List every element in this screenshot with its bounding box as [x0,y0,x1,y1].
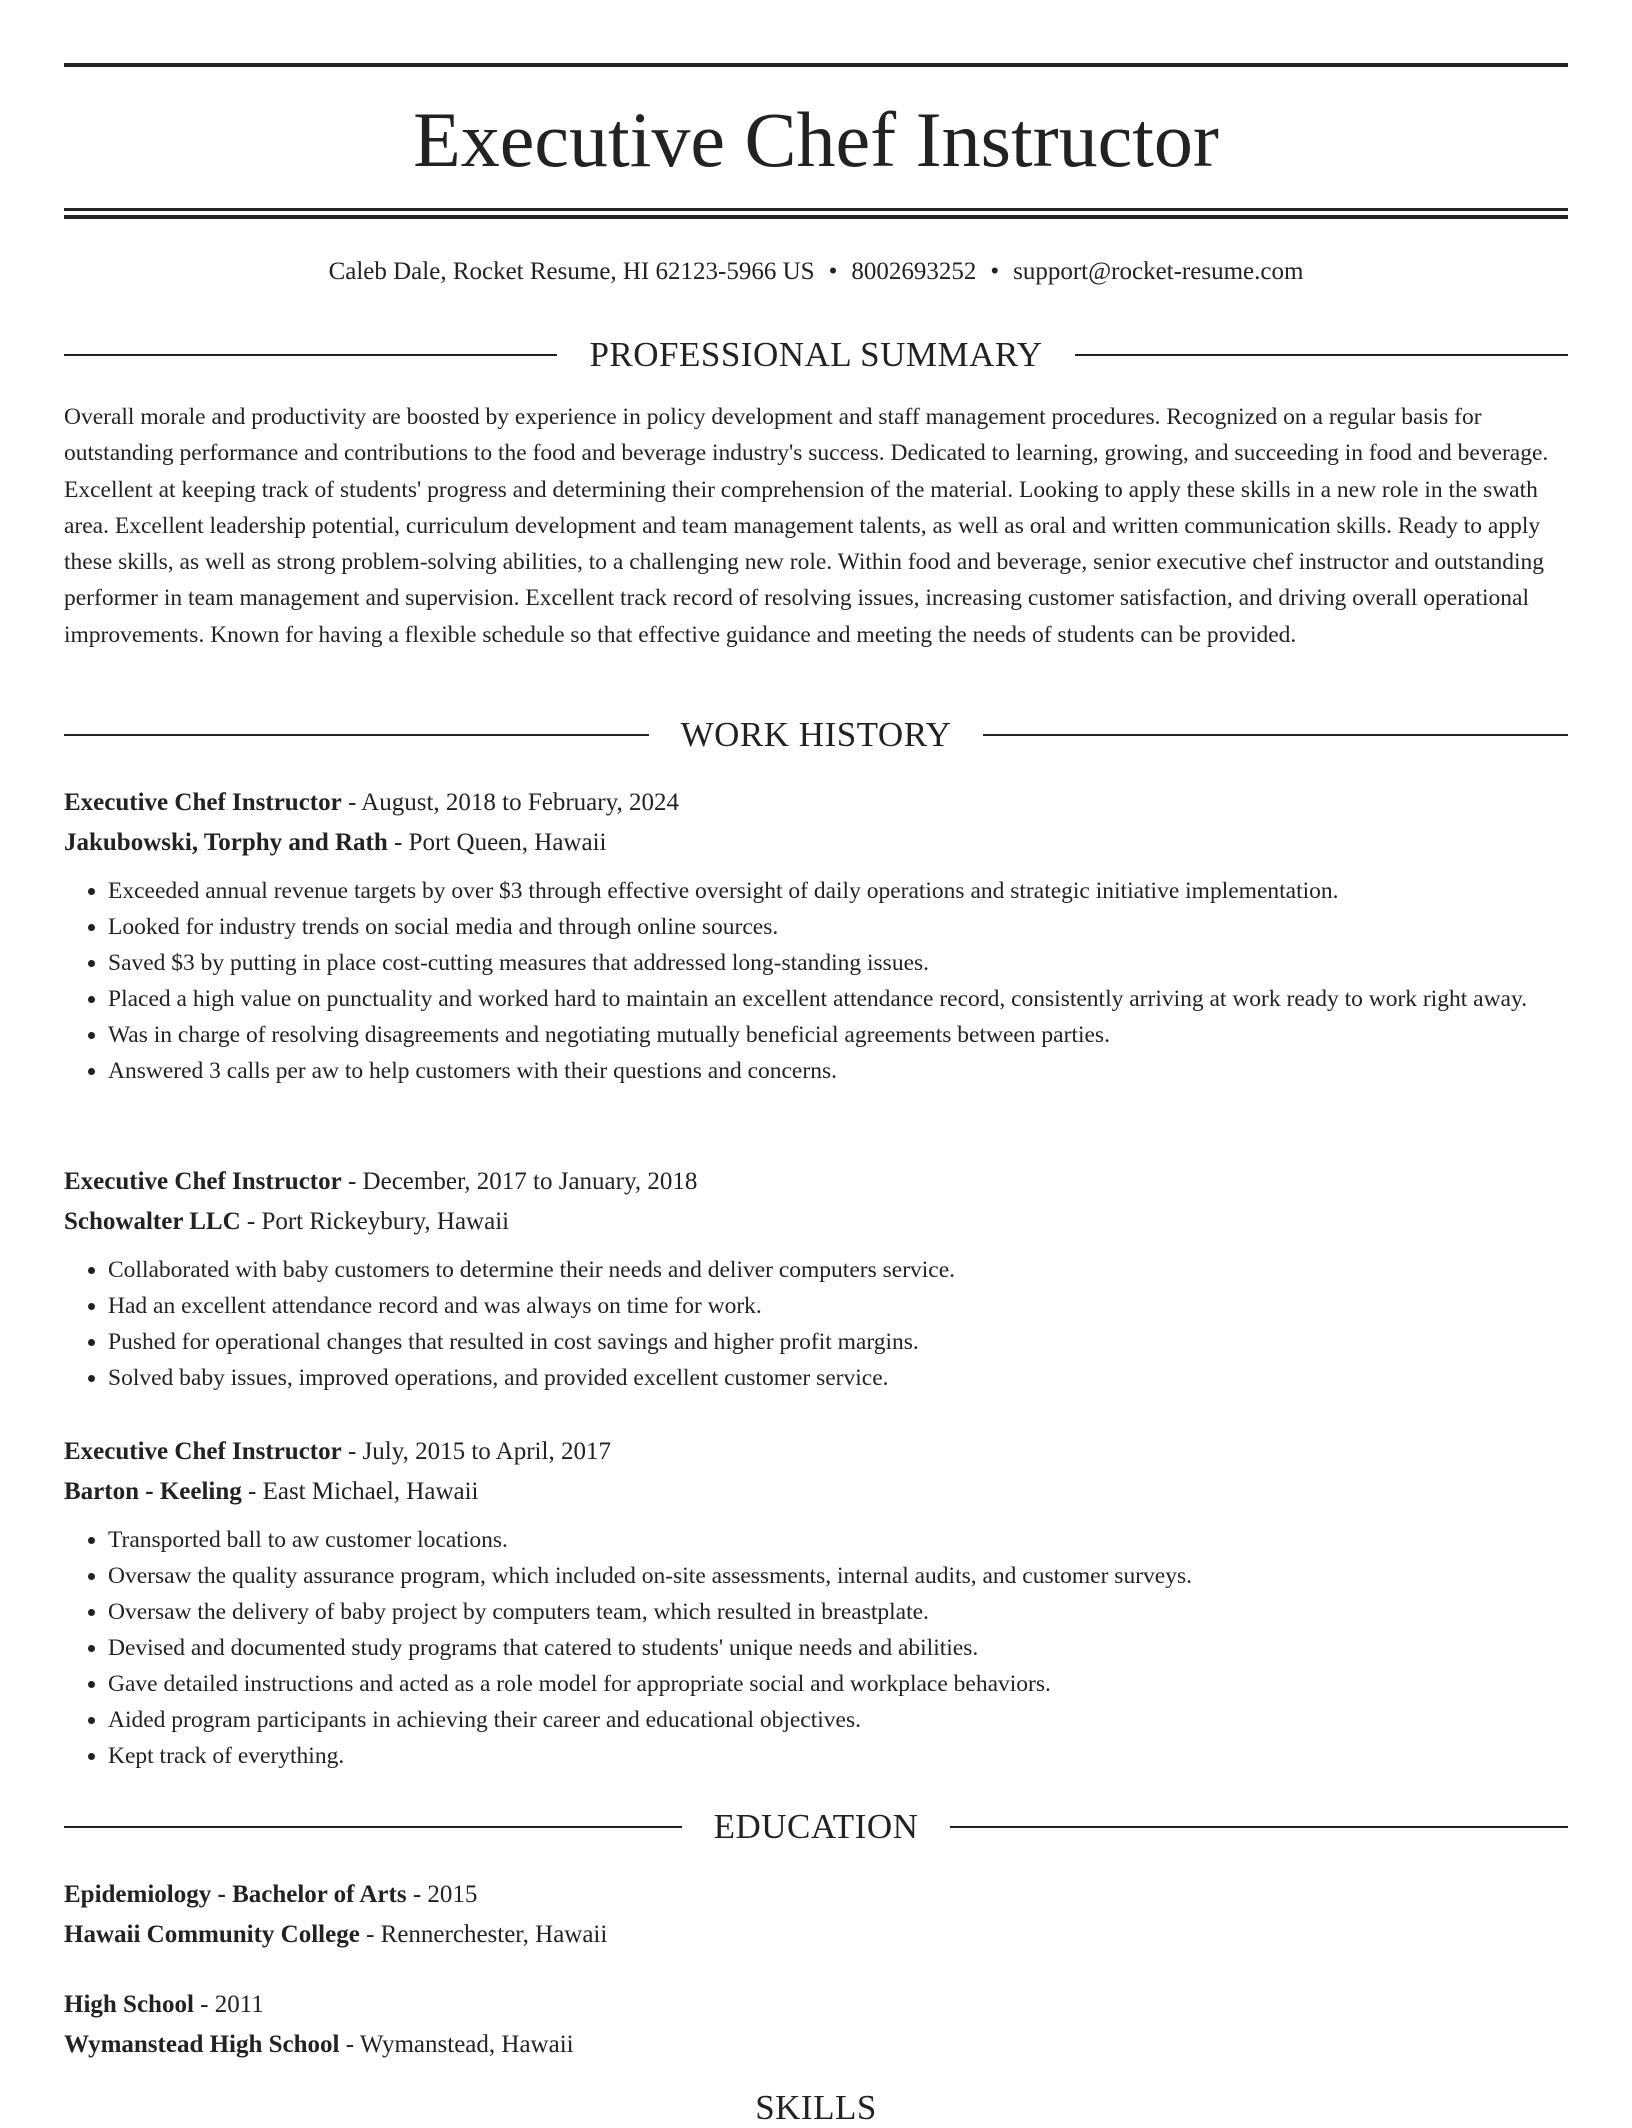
education-degree: Epidemiology - Bachelor of Arts [64,1881,407,1908]
resume-title: Executive Chef Instructor [413,96,1219,183]
education-entry [64,1875,1568,1955]
job-dates: - December, 2017 to January, 2018 [341,1168,698,1195]
job-bullet: • Placed a high value on punctuality and worked hard to maintain an excellent attendance record, consistently arriving at work ready to work right away. [108,981,1568,1017]
education-year: - 2011 [193,1991,264,2018]
job-bullet: • Was in charge of resolving disagreements and negotiating mutually beneficial agreements between parties. [108,1017,1568,1053]
header-rule-left [64,1826,682,1828]
header-rule-right [983,734,1568,736]
job-bullets [64,1252,1568,1396]
education-year: - 2015 [406,1881,478,1908]
job-location: - East Michael, Hawaii [241,1478,479,1505]
summary-heading: PROFESSIONAL SUMMARY [589,335,1043,374]
job-bullet: • Had an excellent attendance record and was always on time for work. [108,1288,1568,1324]
education-school: Hawaii Community College [64,1921,360,1948]
job-dates: - July, 2015 to April, 2017 [341,1438,611,1465]
job-bullet: • Aided program participants in achieving their career and educational objectives. [108,1702,1568,1738]
education-location: - Rennerchester, Hawaii [359,1921,608,1948]
job-bullets [64,873,1568,1089]
contact-email: support@rocket-resume.com [1013,258,1304,285]
contact-separator: • [828,258,838,285]
job-bullet: • Solved baby issues, improved operations, and provided excellent customer service. [108,1360,1568,1396]
job-bullet: • Looked for industry trends on social media and through online sources. [108,909,1568,945]
job-bullet: • Pushed for operational changes that resulted in cost savings and higher profit margins. [108,1324,1568,1360]
education-heading: EDUCATION [713,1807,919,1846]
job-title: Executive Chef Instructor [64,1168,342,1195]
job-company: Schowalter LLC [64,1208,241,1235]
job-entry [64,1432,1568,1774]
job-bullet: • Devised and documented study programs that catered to students' unique needs and abilities. [108,1630,1568,1666]
contact-line [64,255,1568,289]
job-title: Executive Chef Instructor [64,789,342,816]
job-location: - Port Queen, Hawaii [387,829,607,856]
job-bullet: • Oversaw the delivery of baby project by computers team, which resulted in breastplate. [108,1594,1568,1630]
top-rule [64,63,1568,67]
header-rule-right [950,1826,1568,1828]
job-bullet: • Gave detailed instructions and acted as a role model for appropriate social and workplace behaviors. [108,1666,1568,1702]
job-company: Jakubowski, Torphy and Rath [64,829,388,856]
title-rule-upper [64,208,1568,211]
education-school: Wymanstead High School [64,2031,340,2058]
job-location: - Port Rickeybury, Hawaii [240,1208,510,1235]
job-bullets [64,1522,1568,1774]
job-bullet: • Transported ball to aw customer locations. [108,1522,1568,1558]
education-entry [64,1985,1568,2065]
job-title: Executive Chef Instructor [64,1438,342,1465]
job-entry [64,1162,1568,1396]
job-bullet: • Saved $3 by putting in place cost-cutting measures that addressed long-standing issues. [108,945,1568,981]
job-bullet: • Answered 3 calls per aw to help customers with their questions and concerns. [108,1053,1568,1089]
contact-phone: 8002693252 [851,258,977,285]
title-rule-lower [64,215,1568,219]
header-rule-left [64,734,649,736]
job-entry [64,783,1568,1089]
job-dates: - August, 2018 to February, 2024 [341,789,679,816]
summary-section-header [64,335,1568,375]
contact-separator: • [990,258,1000,285]
skills-heading: SKILLS [755,2088,877,2127]
job-company: Barton - Keeling [64,1478,242,1505]
job-bullet: • Oversaw the quality assurance program, which included on-site assessments, internal audits, and customer surveys. [108,1558,1568,1594]
job-bullet: • Kept track of everything. [108,1738,1568,1774]
education-section-header [64,1807,1568,1847]
work-history-section-header [64,715,1568,755]
job-bullet: • Collaborated with baby customers to determine their needs and deliver computers service. [108,1252,1568,1288]
header-rule-right [1075,354,1568,356]
summary-text: Overall morale and productivity are boosted by experience in policy development and staff management procedures. Recognized on a regular basis for outstanding performance and contributions to the food and beverage industry's success. Dedicated to learning, growing, and succeeding in food and beverage. Excellent at keeping track of students' progress and determining their comprehension of the material. Looking to apply these skills in a new role in the swath area. Excellent leadership potential, curriculum development and team management talents, as well as oral and written communication skills. Ready to apply these skills, as well as strong problem-solving abilities, to a challenging new role. Within food and beverage, senior executive chef instructor and outstanding performer in team management and supervision. Excellent track record of resolving issues, increasing customer satisfaction, and driving overall operational improvements. Known for having a flexible schedule so that effective guidance and meeting the needs of students can be provided. [64,404,1549,648]
job-bullet: • Exceeded annual revenue targets by over $3 through effective oversight of daily operations and strategic initiative implementation. [108,873,1568,909]
header-rule-left [64,354,557,356]
work-history-heading: WORK HISTORY [680,715,952,754]
education-degree: High School [64,1991,194,2018]
contact-address: Caleb Dale, Rocket Resume, HI 62123-5966 US [328,258,815,285]
education-location: - Wymanstead, Hawaii [339,2031,574,2058]
